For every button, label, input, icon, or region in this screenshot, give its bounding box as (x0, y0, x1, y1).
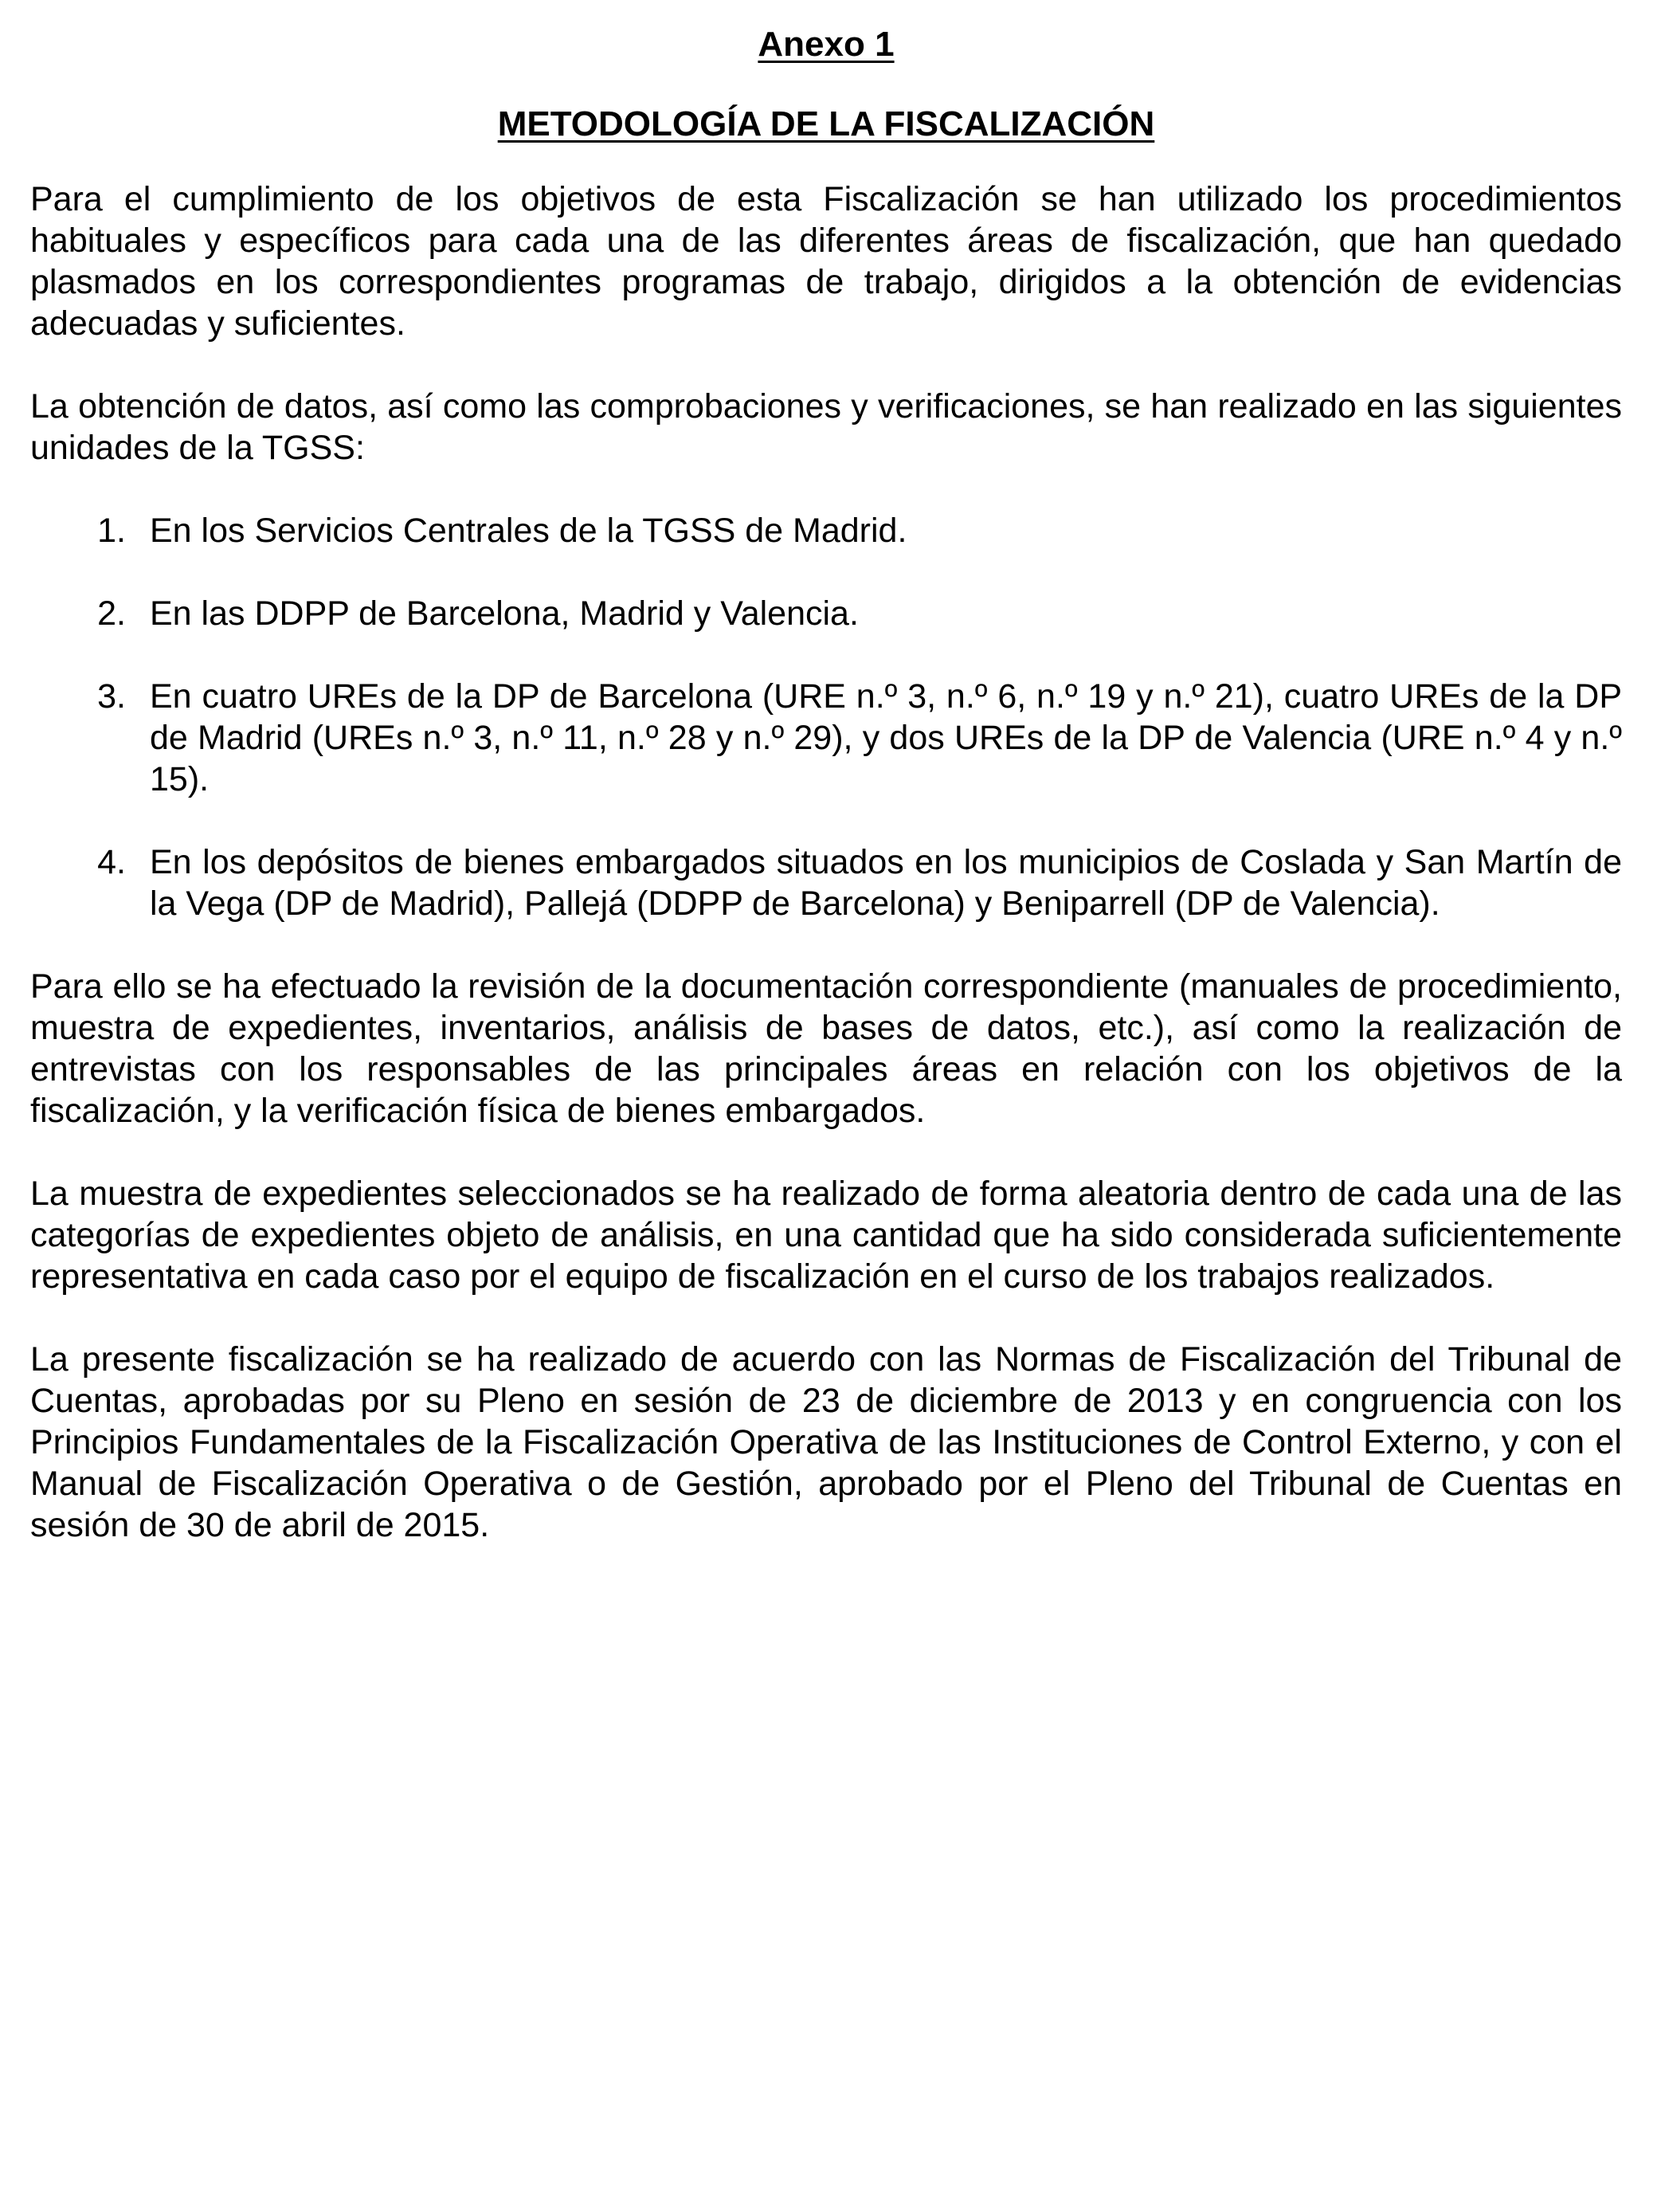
paragraph-sample: La muestra de expedientes seleccionados se ha realizado de forma aleatoria dentro de cada una de las categorías de expedientes objeto de análisis, en una cantidad que ha sido considerada suficientemente representativa en cada caso por el equipo de fiscalización en el curso de los trabajos realizados. (30, 1175, 1622, 1296)
document-page (30, 24, 1622, 1587)
list-item (30, 593, 1622, 634)
list-item-text: En los Servicios Centrales de la TGSS de Madrid. (150, 512, 907, 550)
list-item (30, 841, 1622, 924)
list-item-number: 4. (97, 843, 126, 881)
paragraph-units-intro: La obtención de datos, así como las comprobaciones y verificaciones, se han realizado en las siguientes unidades de la TGSS: (30, 387, 1622, 467)
list-item-number: 3. (97, 677, 126, 716)
list-item (30, 510, 1622, 551)
annex-title: Anexo 1 (758, 25, 895, 64)
list-item-text: En las DDPP de Barcelona, Madrid y Valencia. (150, 594, 859, 633)
paragraph-objectives: Para el cumplimiento de los objetivos de esta Fiscalización se han utilizado los procedimientos habituales y específicos para cada una de las diferentes áreas de fiscalización, que han quedado plasmados en los correspondientes programas de trabajo, dirigidos a la obtención de evidencias adecuadas y suficientes. (30, 180, 1622, 343)
units-list (30, 510, 1622, 924)
list-item-number: 1. (97, 512, 126, 550)
list-item (30, 676, 1622, 800)
section-title: METODOLOGÍA DE LA FISCALIZACIÓN (497, 104, 1155, 143)
paragraph-standards: La presente fiscalización se ha realizado de acuerdo con las Normas de Fiscalización del Tribunal de Cuentas, aprobadas por su Pleno en sesión de 23 de diciembre de 2013 y en congruencia con los Principios Fundamentales de la Fiscalización Operativa de las Instituciones de Control Externo, y con el Manual de Fiscalización Operativa o de Gestión, aprobado por el Pleno del Tribunal de Cuentas en sesión de 30 de abril de 2015. (30, 1340, 1622, 1544)
list-item-text: En cuatro UREs de la DP de Barcelona (URE n.º 3, n.º 6, n.º 19 y n.º 21), cuatro UREs de la DP de Madrid (UREs n.º 3, n.º 11, n.º 28 y n.º 29), y dos UREs de la DP de Valencia (URE n.º 4 y n.º 15). (150, 677, 1622, 798)
paragraph-review: Para ello se ha efectuado la revisión de la documentación correspondiente (manuales de procedimiento, muestra de expedientes, inventarios, análisis de bases de datos, etc.), así como la realización de entrevistas con los responsables de las principales áreas en relación con los objetivos de la fiscalización, y la verificación física de bienes embargados. (30, 967, 1622, 1130)
list-item-text: En los depósitos de bienes embargados situados en los municipios de Coslada y San Martín de la Vega (DP de Madrid), Pallejá (DDPP de Barcelona) y Beniparrell (DP de Valencia). (150, 843, 1622, 923)
list-item-number: 2. (97, 594, 126, 633)
